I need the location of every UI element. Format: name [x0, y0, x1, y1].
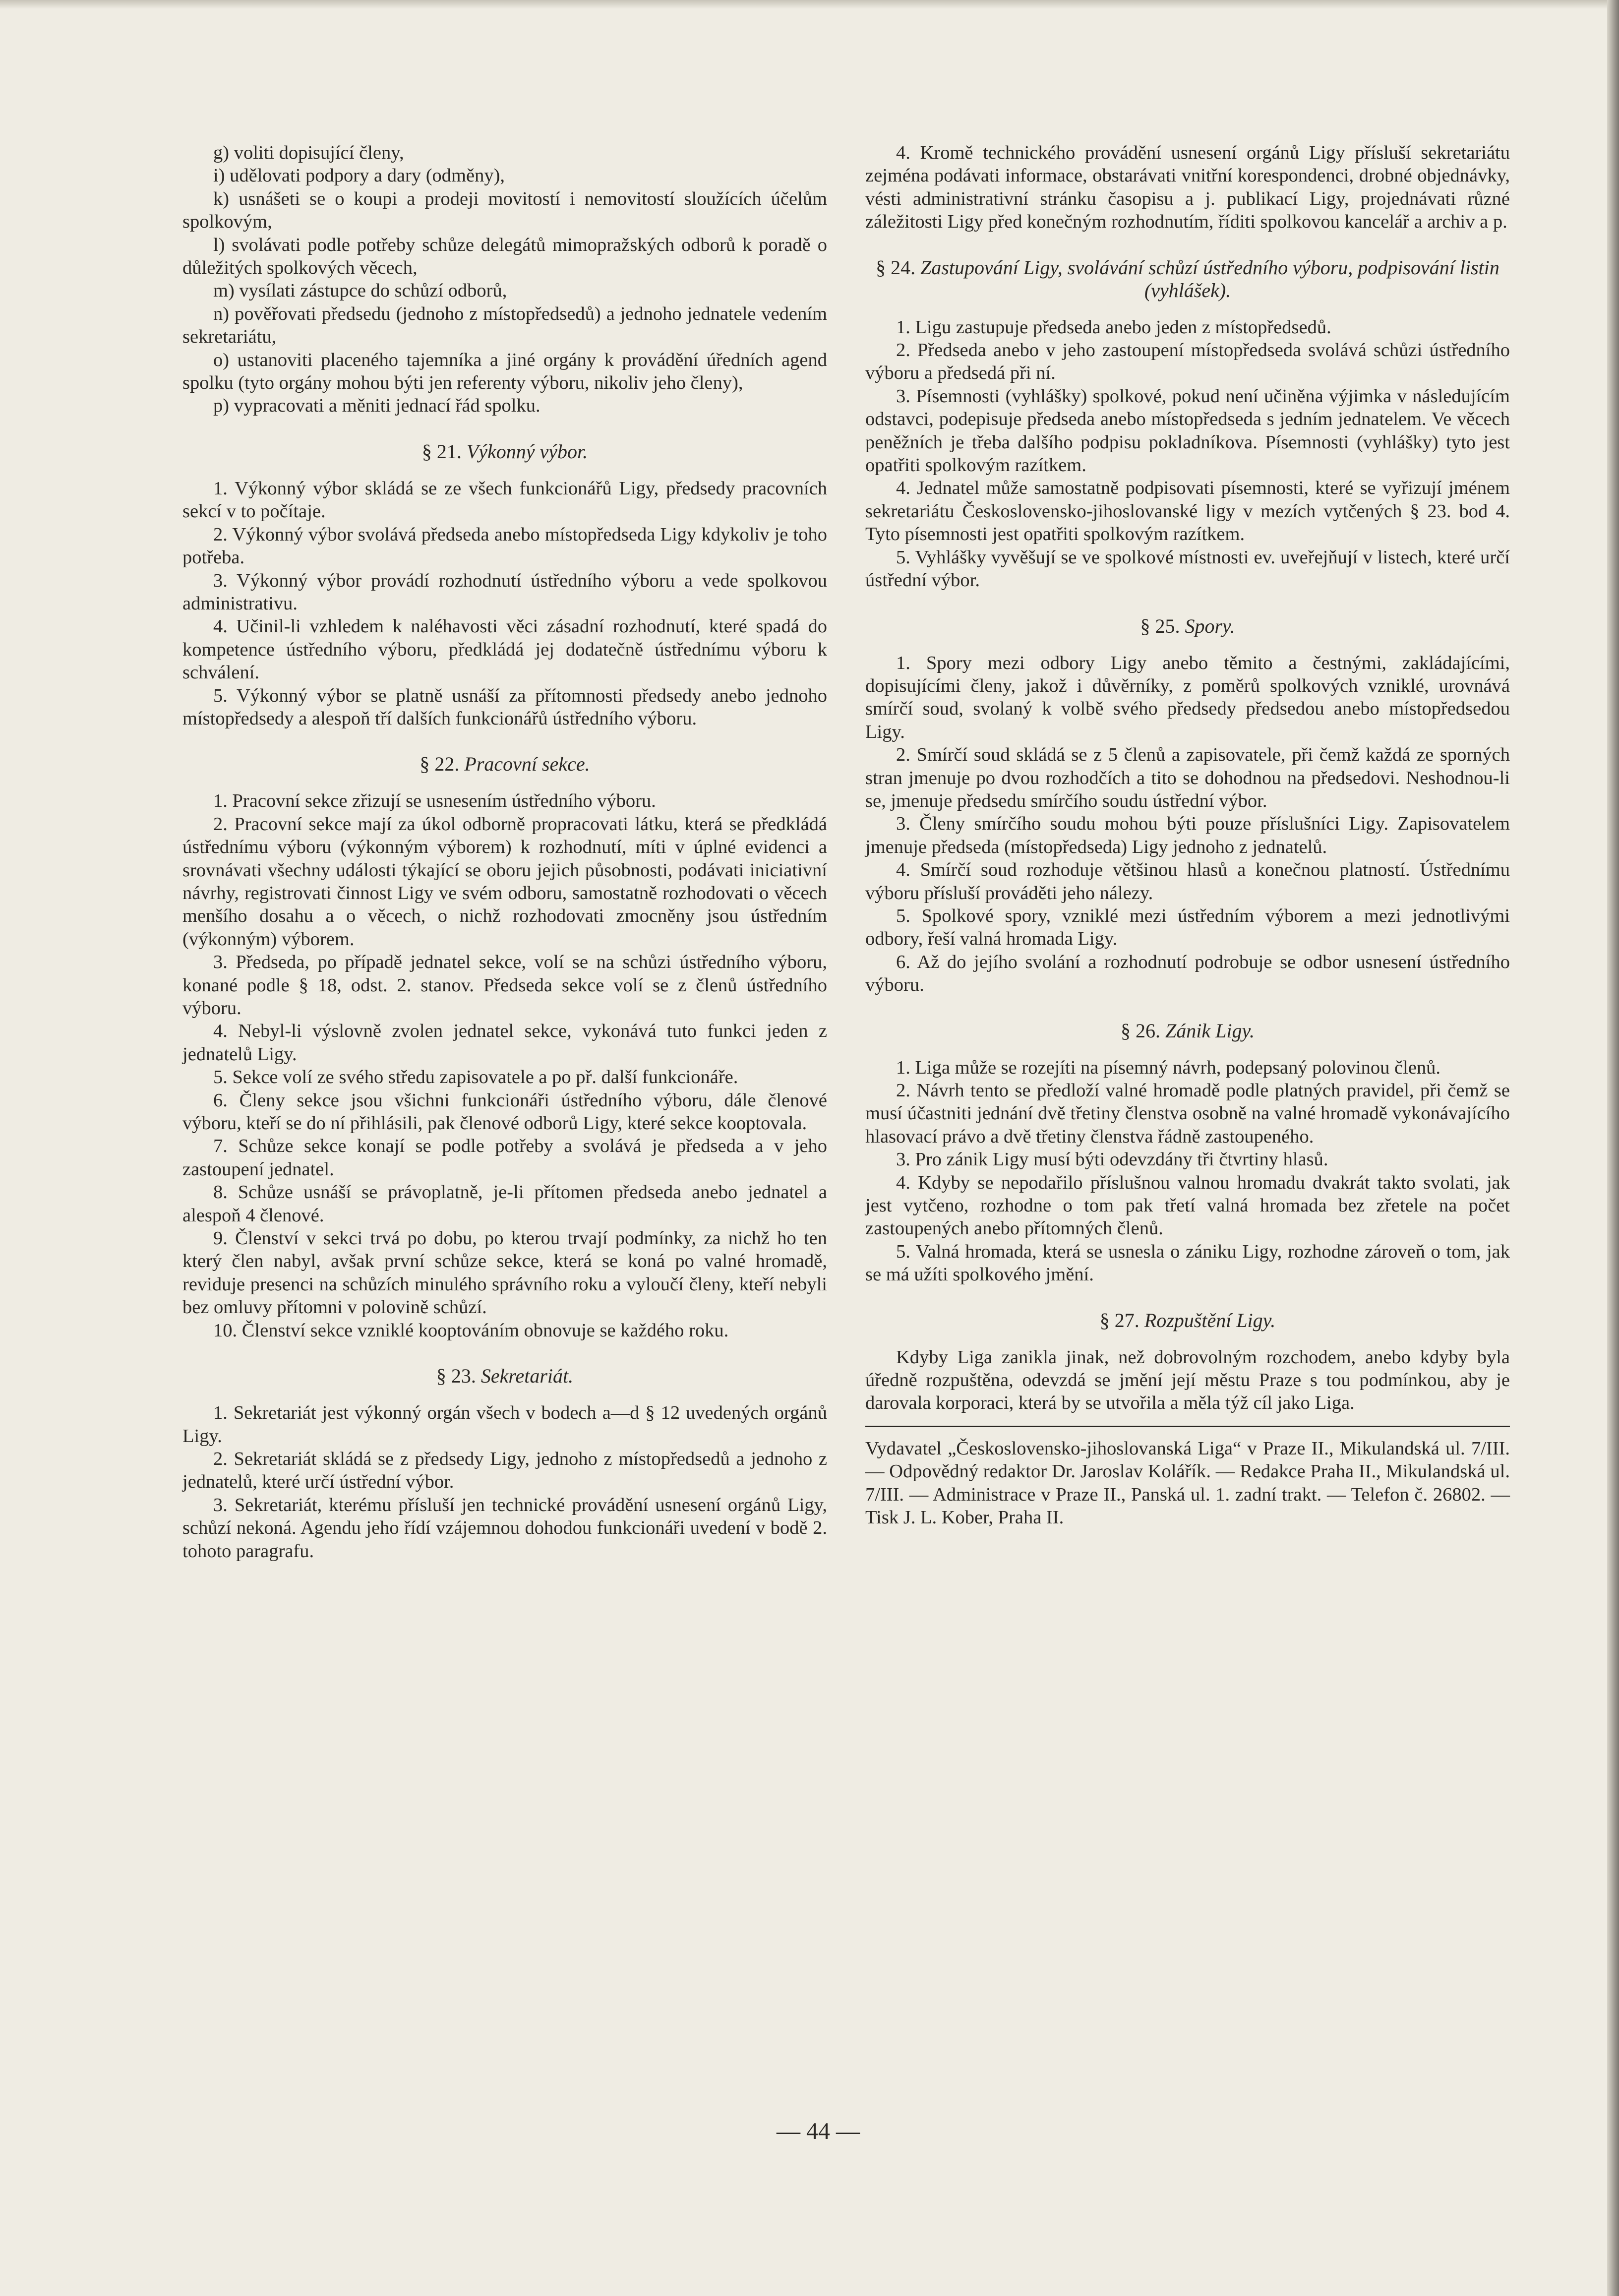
paragraph: 1. Sekretariát jest výkonný orgán všech v bodech a—d § 12 uvedených orgánů Ligy.	[182, 1402, 827, 1447]
section-number: § 21.	[421, 440, 462, 463]
paragraph: 4. Jednatel může samostatně podpisovati písemnosti, které se vyřizují jménem sekretariátu Československo-jihoslovanské ligy v mezích vytčených § 23. bod 4. Tyto písemnosti jest opatřiti spolkovým razítkem.	[865, 478, 1510, 545]
paragraph: 3. Výkonný výbor provádí rozhodnutí ústředního výboru a vede spolkovou administrativu.	[182, 570, 827, 614]
section-heading	[182, 440, 827, 463]
paragraph: 6. Členy sekce jsou všichni funkcionáři ústředního výboru, dále členové výboru, kteří se do ní přihlásili, pak členové odborů Ligy, které sekce kooptovala.	[182, 1089, 827, 1134]
paragraph: 6. Až do jejího svolání a rozhodnutí podrobuje se odbor usnesení ústředního výboru.	[865, 951, 1510, 996]
paragraph: 2. Sekretariát skládá se z předsedy Ligy, jednoho z místopředsedů a jednoho z jednatelů, které určí ústřední výbor.	[182, 1448, 827, 1493]
page-number: — 44 —	[777, 2118, 860, 2144]
section-title: Sekretariát.	[480, 1365, 574, 1388]
paragraph: 10. Členství sekce vzniklé kooptováním obnovuje se každého roku.	[213, 1320, 729, 1341]
right-column-body	[865, 141, 1510, 1415]
section-number: § 27.	[1099, 1309, 1139, 1331]
paragraph: 3. Sekretariát, kterému přísluší jen technické provádění usnesení orgánů Ligy, schůzí nekoná. Agendu jeho řídí vzájemnou dohodou funkcionáři uvedení v bodě 2. tohoto paragrafu.	[182, 1494, 827, 1562]
page-right-edge	[1607, 0, 1619, 2296]
section-title: Spory.	[1185, 614, 1235, 637]
paragraph: 4. Kdyby se nepodařilo příslušnou valnou hromadu dvakrát takto svolati, jak jest vytčeno, rozhodne o tom pak třetí valná hromada bez zřetele na počet zastoupených anebo přítomných členů.	[865, 1172, 1510, 1239]
section-heading	[865, 1020, 1510, 1042]
paragraph: 1. Pracovní sekce zřizují se usnesením ústředního výboru.	[213, 790, 656, 812]
section-title: Zánik Ligy.	[1165, 1019, 1255, 1042]
paragraph: g) voliti dopisující členy,	[213, 142, 404, 163]
paragraph: 1. Výkonný výbor skládá se ze všech funkcionářů Ligy, předsedy pracovních sekcí v to počítaje.	[182, 478, 827, 522]
paragraph: 8. Schůze usnáší se právoplatně, je-li přítomen předseda anebo jednatel a alespoň 4 členové.	[182, 1182, 827, 1226]
paragraph: p) vypracovati a měniti jednací řád spolku.	[213, 395, 540, 417]
section-heading	[182, 753, 827, 776]
section-number: § 23.	[436, 1365, 476, 1388]
section-number: § 24.	[876, 256, 916, 279]
section-heading	[865, 615, 1510, 638]
section-number: § 22.	[420, 753, 460, 776]
imprint-divider	[865, 1426, 1510, 1427]
paragraph: o) ustanoviti placeného tajemníka a jiné orgány k provádění úředních agend spolku (tyto orgány mohou býti jen referenty výboru, nikoliv jeho členy),	[182, 349, 827, 394]
section-heading	[865, 256, 1510, 302]
paragraph: 3. Písemnosti (vyhlášky) spolkové, pokud není učiněna výjimka v následujícím odstavci, podepisuje předseda anebo místopředseda s jedním jednatelem. Ve věcech peněžních je třeba dalšího podpisu pokladníkova. Písemnosti (vyhlášky) tyto jest opatřiti spolkovým razítkem.	[865, 385, 1510, 476]
paragraph: Kdyby Liga zanikla jinak, než dobrovolným rozchodem, anebo kdyby byla úředně rozpuštěna, odevzdá se jmění její městu Praze s tou podmínkou, aby je darovala korporaci, která by se utvořila a měla týž cíl jako Liga.	[865, 1346, 1510, 1414]
paragraph: 2. Návrh tento se předloží valné hromadě podle platných pravidel, při čemž se musí účastniti jednání dvě třetiny členstva osobně na valné hromadě vykonávajícího hlasovací právo a dvě třetiny členstva řádně zastoupeného.	[865, 1080, 1510, 1147]
section-heading	[182, 1365, 827, 1388]
section-heading	[865, 1309, 1510, 1332]
paragraph: 3. Předseda, po případě jednatel sekce, volí se na schůzi ústředního výboru, konané podle § 18, odst. 2. stanov. Předseda sekce volí se z členů ústředního výboru.	[182, 952, 827, 1019]
paragraph: 4. Učinil-li vzhledem k naléhavosti věci zásadní rozhodnutí, které spadá do kompetence ústředního výboru, předkládá jej dodatečně ústřednímu výboru k schválení.	[182, 616, 827, 683]
paragraph: 2. Smírčí soud skládá se z 5 členů a zapisovatele, při čemž každá ze sporných stran jmenuje po dvou rozhodčích a tito se dohodnou na předsedovi. Neshodnou-li se, jmenuje předsedu smírčího soudu ústřední výbor.	[865, 744, 1510, 811]
paragraph: k) usnášeti se o koupi a prodeji movitostí i nemovitostí sloužících účelům spolkovým,	[182, 188, 827, 233]
paragraph: 2. Předseda anebo v jeho zastoupení místopředseda svolává schůzi ústředního výboru a předsedá při ní.	[865, 340, 1510, 384]
paragraph: n) pověřovati předsedu (jednoho z místopředsedů) a jednoho jednatele vedením sekretariátu,	[182, 303, 827, 348]
paragraph: 4. Smírčí soud rozhoduje většinou hlasů a konečnou platností. Ústřednímu výboru přísluší prováděti jeho nálezy.	[865, 859, 1510, 904]
section-title: Rozpuštění Ligy.	[1144, 1309, 1276, 1331]
paragraph: 5. Sekce volí ze svého středu zapisovatele a po př. další funkcionáře.	[213, 1067, 738, 1088]
paragraph: m) vysílati zástupce do schůzí odborů,	[213, 280, 507, 302]
section-title: Zastupování Ligy, svolávání schůzí ústředního výboru, podpisování listin (vyhlášek).	[920, 256, 1499, 302]
section-number: § 25.	[1140, 614, 1180, 637]
page-top-edge	[0, 0, 1619, 9]
paragraph: 5. Vyhlášky vyvěšují se ve spolkové místnosti ev. uveřejňují v listech, které určí ústřední výbor.	[865, 546, 1510, 591]
section-title: Výkonný výbor.	[466, 440, 588, 463]
paragraph: 4. Nebyl-li výslovně zvolen jednatel sekce, vykonává tuto funkci jeden z jednatelů Ligy.	[182, 1021, 827, 1065]
paragraph: 3. Pro zánik Ligy musí býti odevzdány tři čtvrtiny hlasů.	[896, 1149, 1328, 1170]
paragraph: i) udělovati podpory a dary (odměny),	[213, 165, 505, 186]
paragraph: 2. Výkonný výbor svolává předseda anebo místopředseda Ligy kdykoliv je toho potřeba.	[182, 524, 827, 568]
paragraph: 5. Výkonný výbor se platně usnáší za přítomnosti předsedy anebo jednoho místopředsedy a alespoň tří dalších funkcionářů ústředního výboru.	[182, 685, 827, 729]
paragraph: 9. Členství v sekci trvá po dobu, po kterou trvají podmínky, za nichž ho ten který člen nabyl, avšak první schůze sekce, která se koná po valné hromadě, reviduje presenci na schůzích minulého správního roku a vyloučí členy, kteří nebyli bez omluvy přítomni v polovině schůzí.	[182, 1228, 827, 1318]
paragraph: 5. Valná hromada, která se usnesla o zániku Ligy, rozhodne zároveň o tom, jak se má užíti spolkového jmění.	[865, 1241, 1510, 1285]
paragraph: l) svolávati podle potřeby schůze delegátů mimopražských odborů k poradě o důležitých spolkových věcech,	[182, 234, 827, 279]
paragraph: 7. Schůze sekce konají se podle potřeby a svolává je předseda a v jeho zastoupení jednatel.	[182, 1136, 827, 1180]
right-text-column	[865, 141, 1510, 1529]
paragraph: 2. Pracovní sekce mají za úkol odborně propracovati látku, která se předkládá ústřednímu výboru (výkonným výborem) k rozhodnutí, míti v úplné evidenci a srovnávati všechny události týkající se oboru jejich působnosti, podávati iniciativní návrhy, registrovati činnost Ligy ve svém odboru, samostatně rozhodovati o věcech menšího dosahu a o věcech, o nichž rozhodovati zmocněny jsou ústředním (výkonným) výborem.	[182, 813, 827, 950]
paragraph: 1. Liga může se rozejíti na písemný návrh, podepsaný polovinou členů.	[896, 1057, 1441, 1078]
paragraph: 1. Spory mezi odbory Ligy anebo těmito a čestnými, zakládajícími, dopisujícími členy, jakož i důvěrníky, z poměrů spolkových vzniklé, urovnává smírčí soud, svolaný k volbě svého předsedy předsedou anebo místopředsedou Ligy.	[865, 652, 1510, 742]
paragraph: 4. Kromě technického provádění usnesení orgánů Ligy přísluší sekretariátu zejména podávati informace, obstarávati vnitřní korespondenci, drobné objednávky, vésti administrativní stránku časopisu a j. publikací Ligy, projednávati různé záležitosti Ligy před konečným rozhodnutím, říditi spolkovou kancelář a archiv a p.	[865, 142, 1510, 233]
paragraph: 5. Spolkové spory, vzniklé mezi ústředním výborem a mezi jednotlivými odbory, řeší valná hromada Ligy.	[865, 905, 1510, 950]
section-title: Pracovní sekce.	[464, 753, 590, 776]
paragraph: 1. Ligu zastupuje předseda anebo jeden z místopředsedů.	[896, 316, 1331, 338]
left-text-column	[182, 141, 827, 1563]
section-number: § 26.	[1120, 1019, 1160, 1042]
imprint-text: Vydavatel „Československo-jihoslovanská Liga“ v Praze II., Mikulandská ul. 7/III. — Odpovědný redaktor Dr. Jaroslav Kolářík. — Redakce Praha II., Mikulandská ul. 7/III. — Administrace v Praze II., Panská ul. 1. zadní trakt. — Telefon č. 26802. — Tisk J. L. Kober, Praha II.	[865, 1438, 1510, 1528]
paragraph: 3. Členy smírčího soudu mohou býti pouze příslušníci Ligy. Zapisovatelem jmenuje předseda (místopředseda) Ligy jednoho z jednatelů.	[865, 813, 1510, 857]
